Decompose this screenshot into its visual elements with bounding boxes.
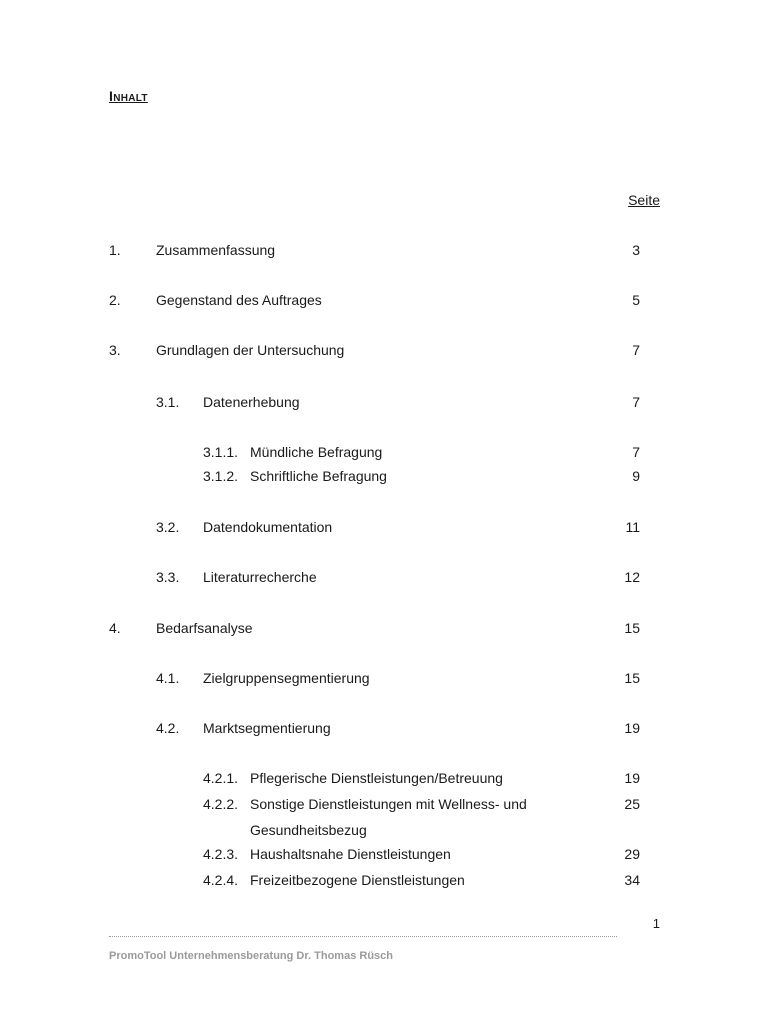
toc-heading: Inhalt	[109, 88, 148, 104]
toc-entry-page: 11	[625, 519, 640, 535]
toc-entry	[0, 567, 770, 587]
toc-entry	[0, 870, 770, 890]
toc-entry-number: 4.2.4.	[203, 872, 239, 888]
toc-entry-title: Bedarfsanalyse	[156, 620, 253, 636]
toc-entry	[0, 240, 770, 260]
toc-entry	[0, 340, 770, 360]
toc-entry-page: 15	[624, 670, 640, 686]
toc-entry	[0, 718, 770, 738]
toc-entry-number: 4.	[109, 620, 121, 636]
toc-entry	[0, 768, 770, 788]
toc-entry-title: Mündliche Befragung	[250, 444, 383, 460]
toc-entry-number: 4.2.2.	[203, 796, 239, 812]
page-number: 1	[652, 916, 660, 931]
toc-entry-title: Datendokumentation	[203, 519, 333, 535]
footer-text: PromoTool Unternehmensberatung Dr. Thomas Rüsch	[109, 950, 393, 962]
toc-entry	[0, 844, 770, 864]
toc-entry-title: Zusammenfassung	[156, 242, 276, 258]
toc-entry-page: 7	[632, 342, 640, 358]
toc-entry-number: 1.	[109, 242, 121, 258]
toc-entry-title: Grundlagen der Untersuchung	[156, 342, 345, 358]
toc-entry-page: 29	[624, 846, 640, 862]
toc-entry-page: 5	[632, 292, 640, 308]
toc-entry-number: 3.1.1.	[203, 444, 239, 460]
toc-entry-title: Schriftliche Befragung	[250, 468, 387, 484]
toc-entry	[0, 794, 770, 814]
toc-entry-continuation	[0, 820, 770, 840]
toc-entry-title: Haushaltsnahe Dienstleistungen	[250, 846, 451, 862]
toc-entry	[0, 392, 770, 412]
toc-entry-number: 3.1.	[156, 394, 180, 410]
toc-entry-page: 34	[624, 872, 640, 888]
toc-entry-page: 9	[632, 468, 640, 484]
toc-entry-page: 7	[632, 394, 640, 410]
toc-entry-number: 4.2.1.	[203, 770, 239, 786]
toc-entry-title: Literaturrecherche	[203, 569, 317, 585]
toc-entry-title: Sonstige Dienstleistungen mit Wellness- und	[250, 796, 527, 812]
page-column-label: Seite	[628, 192, 660, 208]
toc-entry	[0, 466, 770, 486]
toc-entry-title: Pflegerische Dienstleistungen/Betreuung	[250, 770, 503, 786]
toc-entry	[0, 668, 770, 688]
toc-entry-page: 7	[632, 444, 640, 460]
toc-entry-title: Freizeitbezogene Dienstleistungen	[250, 872, 465, 888]
toc-entry-number: 3.1.2.	[203, 468, 239, 484]
toc-entry	[0, 618, 770, 638]
toc-entry-title: Datenerhebung	[203, 394, 300, 410]
toc-entry-number: 3.	[109, 342, 121, 358]
toc-entry-page: 15	[624, 620, 640, 636]
toc-entry	[0, 442, 770, 462]
toc-entry-title-continuation: Gesundheitsbezug	[250, 822, 367, 838]
toc-entry-number: 3.3.	[156, 569, 180, 585]
toc-entry	[0, 517, 770, 537]
toc-entry-page: 19	[624, 770, 640, 786]
toc-entry-number: 2.	[109, 292, 121, 308]
toc-entry-page: 3	[632, 242, 640, 258]
toc-entry-number: 4.2.	[156, 720, 180, 736]
toc-entry-page: 19	[624, 720, 640, 736]
toc-entry-title: Gegenstand des Auftrages	[156, 292, 322, 308]
toc-entry-title: Zielgruppensegmentierung	[203, 670, 370, 686]
toc-entry-number: 4.2.3.	[203, 846, 239, 862]
toc-entry-page: 12	[624, 569, 640, 585]
toc-entry	[0, 290, 770, 310]
toc-entry-number: 4.1.	[156, 670, 180, 686]
toc-entry-title: Marktsegmentierung	[203, 720, 331, 736]
toc-entry-page: 25	[624, 796, 640, 812]
footer-divider	[109, 936, 617, 937]
toc-entry-number: 3.2.	[156, 519, 180, 535]
